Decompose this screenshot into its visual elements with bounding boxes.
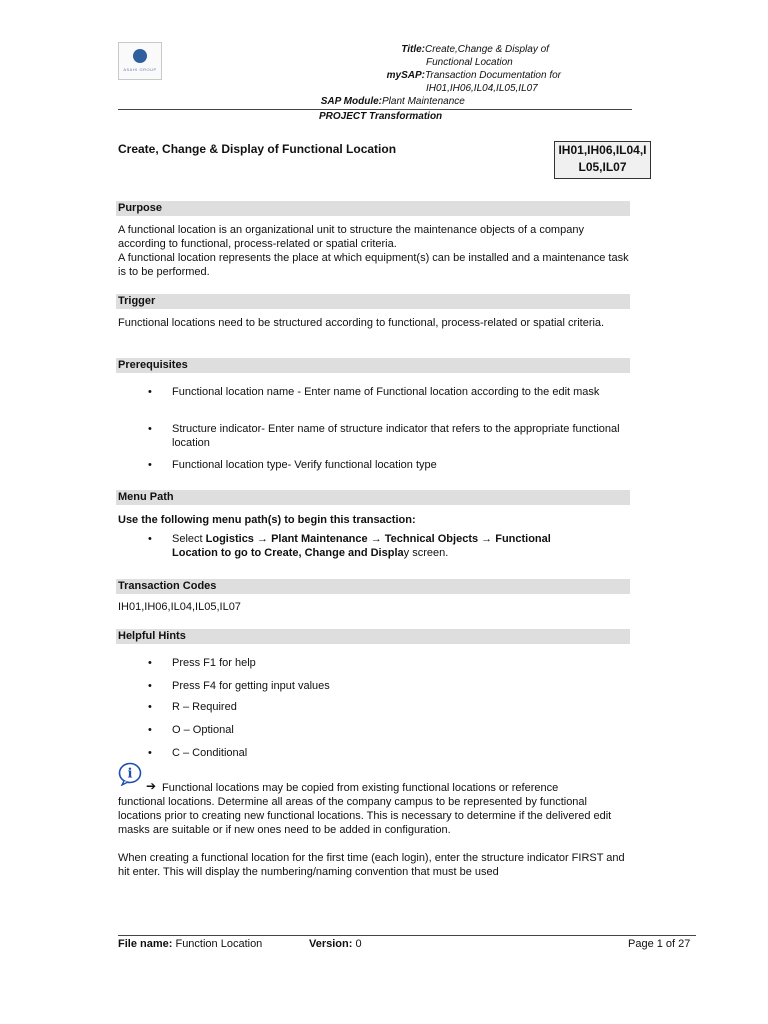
tcode-box-line-1: IH01,IH06,IL04,I — [558, 143, 647, 157]
mysap-label: mySAP: — [386, 70, 425, 81]
menu-functional: Functional — [495, 533, 551, 545]
document-title: Create, Change & Display of Functional Location — [118, 142, 397, 156]
purpose-text-1: A functional location is an organizational unit to structure the maintenance objects of a company according to functional, process-related or spatial criteria. — [118, 224, 584, 250]
logo-text: ASAHI GROUP — [123, 67, 157, 72]
prereq-item: Structure indicator- Enter name of structure indicator that refers to the appropriate functional location — [172, 423, 620, 449]
file-value: Function Location — [175, 938, 263, 950]
header-module-row — [300, 95, 465, 108]
footer-filename — [118, 937, 262, 951]
bullet: • — [148, 680, 152, 692]
menu-plant-maintenance: Plant Maintenance — [271, 533, 368, 545]
version-value: 0 — [355, 938, 362, 950]
bullet: • — [148, 701, 152, 713]
transaction-codes-heading: Transaction Codes — [116, 579, 630, 594]
menu-path-select: Select — [172, 533, 206, 545]
header-title-row — [300, 43, 549, 56]
note-text: functional locations. Determine all areas of the company campus to be represented by functional locations prior to creating new functional locations. This is necessary to determine if the delivered edit masks are suitable or if new ones need to be added in configuration. — [118, 796, 612, 836]
prereq-item: Functional location type- Verify functional location type — [172, 459, 437, 471]
menu-location-line: Location to go to Create, Change and Displa — [172, 547, 404, 559]
header-mysap-row — [300, 69, 561, 82]
title-value-1: Create,Change & Display of — [425, 44, 549, 55]
arrow-icon: → — [370, 533, 382, 545]
footer-rule — [118, 935, 696, 936]
tcode-box-line-2: L05,IL07 — [578, 160, 627, 174]
note-paragraph-2: When creating a functional location for the first time (each login), enter the structure indicator FIRST and hit enter. This will display the numbering/naming convention that must be used — [118, 852, 625, 878]
company-logo — [118, 42, 162, 80]
info-icon — [118, 762, 144, 786]
prerequisites-heading: Prerequisites — [116, 358, 630, 373]
note-arrow-icon: ➔ — [146, 779, 157, 793]
mysap-value-2: IH01,IH06,IL04,IL05,IL07 — [426, 83, 538, 94]
module-value: Plant Maintenance — [382, 96, 465, 107]
helpful-hints-heading: Helpful Hints — [116, 629, 630, 644]
menu-screen-suffix: y screen. — [403, 547, 449, 559]
menu-logistics: Logistics — [205, 533, 254, 545]
bullet: • — [148, 459, 152, 471]
arrow-icon: → — [257, 533, 268, 545]
version-label: Version: — [309, 938, 353, 950]
bullet: • — [148, 657, 152, 669]
menu-path-intro: Use the following menu path(s) to begin this transaction: — [118, 514, 416, 526]
footer-version — [309, 937, 362, 951]
menu-path-heading: Menu Path — [116, 490, 630, 505]
project-label: PROJECT Transformation — [319, 111, 443, 122]
module-label: SAP Module: — [320, 96, 382, 107]
purpose-text-2: A functional location represents the place at which equipment(s) can be installed and a maintenance task is to be performed. — [118, 252, 629, 278]
bullet: • — [148, 533, 152, 545]
tcode-box — [554, 141, 651, 179]
logo-emblem — [133, 49, 147, 63]
arrow-icon: → — [481, 533, 493, 545]
transaction-codes-text: IH01,IH06,IL04,IL05,IL07 — [118, 601, 241, 613]
menu-technical-objects: Technical Objects — [384, 533, 479, 545]
hint-item: Press F1 for help — [172, 657, 256, 669]
bullet: • — [148, 724, 152, 736]
page-number: Page 1 of 27 — [628, 938, 691, 950]
title-value-2: Functional Location — [426, 57, 513, 68]
trigger-text: Functional locations need to be structured according to functional, process-related or spatial criteria. — [118, 317, 605, 329]
trigger-heading: Trigger — [116, 294, 630, 309]
hint-item: C – Conditional — [172, 747, 248, 759]
title-label: Title: — [401, 44, 425, 55]
mysap-value-1: Transaction Documentation for — [425, 70, 561, 81]
purpose-heading: Purpose — [116, 201, 630, 216]
hint-item: O – Optional — [172, 724, 234, 736]
info-glyph: i — [127, 766, 133, 782]
note-first-line: Functional locations may be copied from existing functional locations or reference — [162, 782, 559, 794]
hint-item: R – Required — [172, 701, 237, 713]
file-label: File name: — [118, 938, 173, 950]
bullet: • — [148, 747, 152, 759]
hint-item: Press F4 for getting input values — [172, 680, 330, 692]
bullet: • — [148, 386, 152, 398]
bullet: • — [148, 423, 152, 435]
menu-path-item — [172, 532, 630, 560]
prereq-item: Functional location name - Enter name of Functional location according to the edit mask — [172, 386, 600, 398]
